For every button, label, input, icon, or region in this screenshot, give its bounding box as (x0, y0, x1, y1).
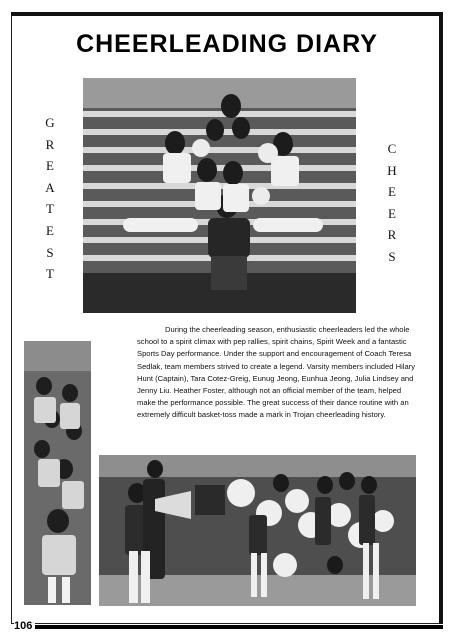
team-photo-graphic (83, 78, 356, 313)
lineup-photo-graphic (24, 341, 91, 605)
right-letter: C (387, 141, 397, 156)
left-letter: S (46, 244, 54, 260)
right-letter: E (388, 205, 396, 221)
team-photo (83, 78, 356, 313)
right-letter: E (388, 184, 396, 200)
left-letter: G (45, 115, 55, 130)
page-frame-top-rule (11, 12, 443, 16)
page-number: 106 (14, 620, 35, 632)
right-letter: H (387, 162, 397, 178)
article-body-text: During the cheerleading season, enthusiastic cheerleaders led the whole school to a spirit climax with pep rallies, spirit chains, Spirit Week and a fantastic Sports Day performance. Under the support and encouragement of Coach Teresa Sedlak, team members strived to create a legend. Varsity members included Hilary Hunt (Captain), Tara Cotez-Greig, Eunug Jeong, Eunhua Jeong, Julia Lindsey and Jenny Liu. Heather Foster, although not an official member of the team, helped make the performance possible. The great success of their dance routine with an extremely difficult basket-toss made a mark in Trojan cheerleading history. (137, 325, 415, 420)
cheerleaders-lineup-photo (24, 341, 91, 605)
right-vertical-word (385, 138, 399, 268)
left-letter: T (46, 201, 54, 217)
left-letter: E (46, 158, 54, 174)
right-letter: S (388, 248, 396, 264)
page-frame-right-rule (439, 12, 443, 624)
left-letter: T (46, 266, 54, 282)
dance-photo-graphic (99, 455, 416, 606)
dance-routine-photo (99, 455, 416, 606)
footer-rule (14, 625, 443, 629)
left-letter: A (45, 179, 55, 195)
page-title: CHEERLEADING DIARY (76, 30, 378, 58)
right-letter: R (387, 227, 397, 243)
left-letter: E (46, 222, 54, 238)
left-letter: R (45, 136, 55, 152)
left-vertical-word (43, 112, 57, 285)
